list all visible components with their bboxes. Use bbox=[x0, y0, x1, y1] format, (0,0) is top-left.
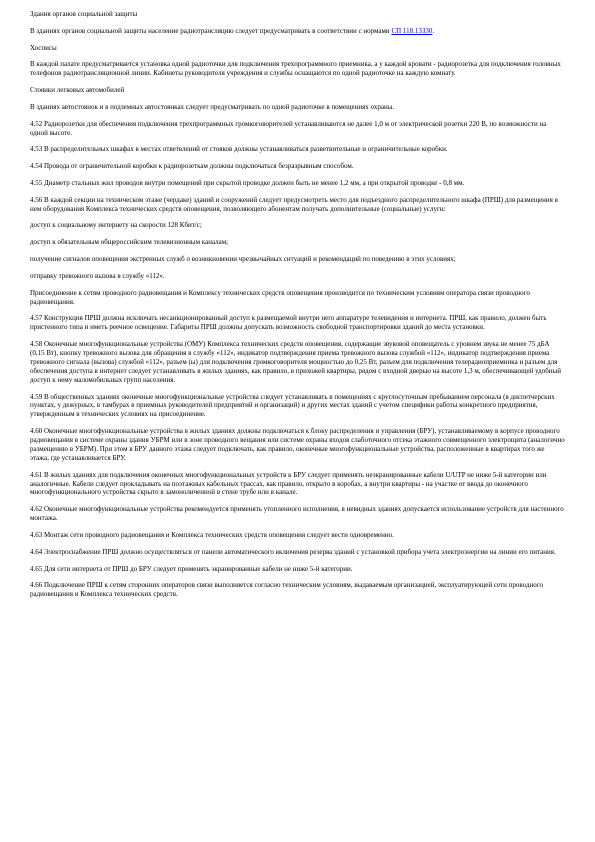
paragraph-4-61: 4.61 В жилых зданиях для подключения оконечных многофункциональных устройств к БРУ следует применять неэкранированные кабели U/UTP не ниже 5-й категории или аналогичные. Кабели следует прокладывать на поэтажных кабельных трассах, как правило, открыто в коробах, а внутри квартиры - на участке от ввода до оконечного многофункционального устройства скрыто в замоноличенной в стене трубе или в канале. bbox=[30, 470, 547, 497]
paragraph-connection-conditions: Присоединение к сетям проводного радиовещания и Комплексу технических средств оповещения производится по техническим условиям оператора связи проводного радиовещания. bbox=[30, 288, 530, 306]
paragraph-text: В зданиях органов социальной защиты население радиотрансляцию следует предусматривать в соответствии с нормами bbox=[30, 26, 392, 35]
paragraph-4-62: 4.62 Оконечные многофункциональные устройства рекомендуется применять утопленного исполнения, в невидных зданиях допускается использование устройств для настенного монтажа. bbox=[30, 505, 564, 523]
paragraph-4-53: 4.53 В распределительных шкафах в местах ответвлений от стояков должны устанавливаться разветвительные и ограничительные коробки. bbox=[30, 145, 448, 154]
paragraph-parking: В зданиях автостоянок и в подземных автостоянках следует предусматривать по одной радиоточке в помещениях охраны. bbox=[30, 102, 395, 111]
heading-parking: Стоянки легковых автомобилей bbox=[30, 86, 125, 95]
paragraph-4-54: 4.54 Провода от ограничительной коробки к радиорозеткам должны подключаться безразрывным способом. bbox=[30, 162, 354, 171]
heading-hospices: Хосписы bbox=[30, 43, 57, 52]
paragraph-4-65: 4.65 Для сети интернета от ПРШ до БРУ следует применять экранированные кабели не ниже 5-й категории. bbox=[30, 564, 353, 573]
paragraph-4-57: 4.57 Конструкция ПРШ должна исключать несанкционированный доступ к размещаемой внутри него аппаратуре телевидения и интернета. ПРШ, как правило, должен быть пристенного типа и иметь реечное освещение. Габариты ПРШ должны допускать возможность свободной транспортировки зданий до места установки. bbox=[30, 314, 547, 332]
paragraph-4-52: 4.52 Радиорозетки для обеспечения подключения трехпрограммных громкоговорителей устанавливаются не далее 1,0 м от электрической розетки 220 В, по возможности на одной высоте. bbox=[30, 119, 547, 137]
paragraph-tv-channels: доступ к обязательным общероссийским телевизионным каналам; bbox=[30, 238, 229, 247]
paragraph-4-63: 4.63 Монтаж сети проводного радиовещания и Комплекса технических средств оповещения следует вести одновременно. bbox=[30, 530, 394, 539]
paragraph-4-56: 4.56 В каждой секции на техническом этаже (чердаке) зданий и сооружений следует предусмотреть место для подъездного распределительного шкафа (ПРШ) для размещения в нем оборудования Комплекса технических средств оповещения, позволяющего абонентам получать дополнительные (социальные) услуги: bbox=[30, 195, 558, 213]
paragraph-internet-access: доступ к социальному интернету на скорости 128 Кбит/с; bbox=[30, 221, 202, 230]
paragraph-4-58: 4.58 Оконечные многофункциональные устройства (ОМУ) Комплекса технических средств оповещения, содержащие звуковой оповещатель с уровнем звука не менее 75 дБА (0,15 Вт), кнопку тревожного вызова для обращения в службу «112», индикатор подтверждения приема тревожного вызова службой «112», индикатор подтверждения приема тревожного сигнала (вызова) службой «112», разъем (ы) для подключения громкоговорителя мощностью до 0,25 Вт, разъем для подключения телерадиоприемника и разъем для обеспечения доступа в интернет следует устанавливать в жилых зданиях, как правило, в прихожей квартиры, рядом с входной дверью на высоте 1,3 м, обеспечивающей удобный доступ к нему маломобильных групп населения. bbox=[30, 340, 561, 384]
paragraph-text-end: . bbox=[432, 26, 435, 35]
paragraph-alarm-112: отправку тревожного вызова в службу «112». bbox=[30, 271, 165, 280]
link-sp-118-13330[interactable]: СП 118.13330 bbox=[391, 26, 433, 35]
paragraph-hospices: В каждой палате предусматривается установка одной радиоточки для подключения трехпрограммного приемника, а у каждой кровати - радиорозетка для подключения головных телефонов радиотрансляционной линии. Кабинеты руководителя учреждения и службы оснащаются по одной радиоточке на каждую комнату. bbox=[30, 60, 561, 78]
paragraph-4-55: 4.55 Диаметр стальных жил проводов внутри помещений при скрытой проводке должен быть не менее 1,2 мм, а при открытой проводке - 0,8 мм. bbox=[30, 178, 465, 187]
paragraph-4-66: 4.66 Подключение ПРШ к сетям сторонних операторов связи выполняется согласно техническим условиям, выдаваемым организацией, эксплуатирующей сети проводного радиовещания и Комплекса технических средств. bbox=[30, 581, 543, 599]
paragraph-4-59: 4.59 В общественных зданиях оконечные многофункциональные устройства следует устанавливать в помещениях с круглосуточным пребыванием персонала (в диспетчерских пунктах, у дежурных, в тамбурах в приемных руководителей предприятий и организаций) и других местах зданий с учетом специфики работы конкретного предприятия, утвержденным в технических условиях на присоединение. bbox=[30, 392, 555, 419]
paragraph-social-protection bbox=[30, 27, 565, 36]
heading-social-protection: Здания органов социальной защиты bbox=[30, 10, 138, 18]
paragraph-4-60: 4.60 Оконечные многофункциональные устройства в жилых зданиях должны подключаться к блоку распределения и управления (БРУ), устанавливаемому в корпусе проводного радиовещания в системе охраны здания УБРМ или в зоне проводного вещания или системе охраны входов слаботочного отсека этажного совмещенного электрощита (аналогично размещению в УБРМ). При этом в БРУ данного этажа следует подключать, как правило, оконечные многофункциональные устройства, расположенные в квартирах того же этажа, где устанавливается БРУ. bbox=[30, 427, 565, 462]
paragraph-emergency-alerts: получение сигналов оповещения экстренных служб о возникновении чрезвычайных ситуаций и рекомендаций по поведению в этих условиях; bbox=[30, 255, 456, 264]
paragraph-4-64: 4.64 Электроснабжение ПРШ должно осуществляться от панели автоматического включения резерва зданий с установкой прибора учета электроэнергии на линии его питания. bbox=[30, 547, 556, 556]
